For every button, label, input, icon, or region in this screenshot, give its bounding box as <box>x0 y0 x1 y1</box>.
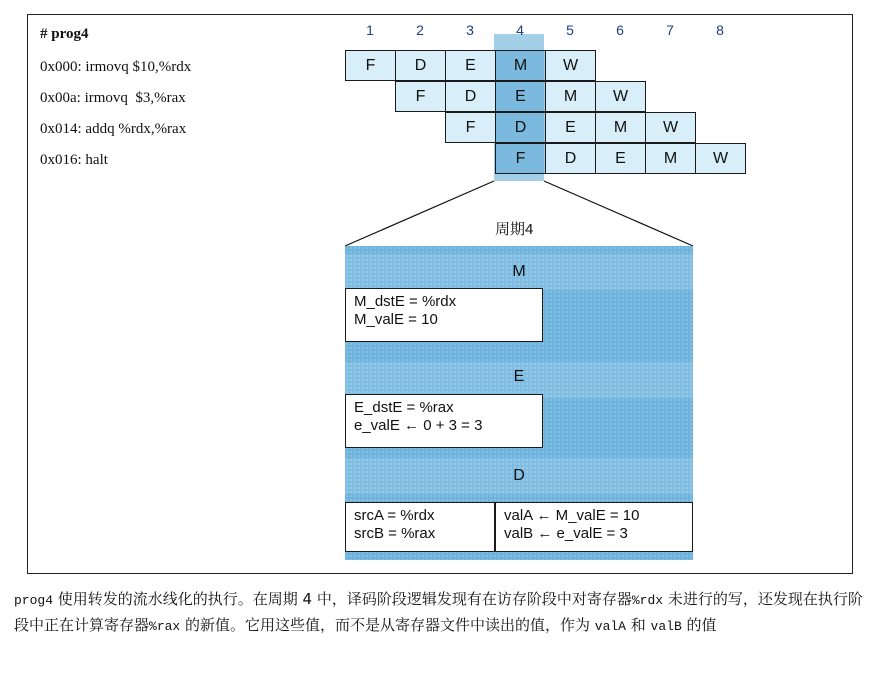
cycle-number: 3 <box>466 22 474 38</box>
pipeline-stage-cell: W <box>695 143 746 174</box>
pipeline-stage-cell: M <box>545 81 596 112</box>
program-line: 0x00a: irmovq $3,%rax <box>40 90 186 106</box>
figure-caption <box>14 587 874 639</box>
m-stage-label: M <box>512 263 526 280</box>
pipeline-stage-cell: E <box>595 143 646 174</box>
cycle-number: 1 <box>366 22 374 38</box>
pipeline-stage-cell: D <box>495 112 546 143</box>
d-stage-label: D <box>513 467 525 484</box>
caption-text: 的新值。它用这些值，而不是从寄存器文件中读出的值，作为 <box>180 616 595 634</box>
cycle-number: 8 <box>716 22 724 38</box>
pipeline-stage-cell: M <box>645 143 696 174</box>
pipeline-stage-cell: E <box>545 112 596 143</box>
caption-code: valB <box>650 619 682 634</box>
m-vale: M_valE = 10 <box>354 311 438 328</box>
cycle-number: 6 <box>616 22 624 38</box>
caption-code: %rax <box>149 619 181 634</box>
m-dste: M_dstE = %rdx <box>354 293 457 310</box>
pipeline-stage-cell: W <box>595 81 646 112</box>
cycle-detail-panel <box>345 246 693 560</box>
pipeline-stage-cell: D <box>395 50 446 81</box>
program-line: 0x000: irmovq $10,%rdx <box>40 59 192 75</box>
pipeline-stage-cell: W <box>645 112 696 143</box>
d-srca: srcA = %rdx <box>354 507 435 524</box>
cycle-number: 7 <box>666 22 674 38</box>
cycle-number: 4 <box>516 22 524 38</box>
caption-code: %rdx <box>631 593 664 608</box>
e-vale: e_valE ← 0 + 3 = 3 <box>354 417 483 434</box>
d-srcb: srcB = %rax <box>354 525 436 542</box>
cycle-number: 5 <box>566 22 574 38</box>
caption-code: valA <box>594 619 626 634</box>
pipeline-stage-cell: F <box>345 50 396 81</box>
cycle-label: 周期4 <box>495 221 534 238</box>
caption-text: 使用转发的流水线化的执行。在周期 4 中，译码阶段逻辑发现有在访存阶段中对寄存器 <box>53 590 632 608</box>
pipeline-stage-cell: D <box>445 81 496 112</box>
zoom-line-left <box>345 181 494 246</box>
pipeline-stage-cell: M <box>595 112 646 143</box>
m-register-box <box>345 288 543 342</box>
d-vala: valA ← M_valE = 10 <box>504 507 640 524</box>
caption-text: 和 <box>626 616 651 634</box>
pipeline-stage-cell: M <box>495 50 546 81</box>
d-valb: valB ← e_valE = 3 <box>504 525 628 542</box>
e-dste: E_dstE = %rax <box>354 399 454 416</box>
e-register-box <box>345 394 543 448</box>
cycle-number: 2 <box>416 22 424 38</box>
pipeline-stage-cell: E <box>445 50 496 81</box>
caption-text: 未进行的写，还发现在执行阶段中正在计算寄存器 <box>14 590 863 634</box>
pipeline-stage-cell: F <box>395 81 446 112</box>
pipeline-stage-cell: F <box>445 112 496 143</box>
pipeline-stage-cell: E <box>495 81 546 112</box>
d-val-box <box>495 502 693 552</box>
e-stage-label: E <box>513 368 525 385</box>
program-title: # prog4 <box>40 26 89 42</box>
program-line: 0x016: halt <box>40 152 108 168</box>
caption-text: 的值 <box>681 616 717 634</box>
pipeline-stage-cell: F <box>495 143 546 174</box>
program-line: 0x014: addq %rdx,%rax <box>40 121 187 137</box>
pipeline-stage-cell: D <box>545 143 596 174</box>
d-src-box <box>345 502 495 552</box>
caption-code: prog4 <box>14 593 54 608</box>
zoom-line-right <box>544 181 693 246</box>
pipeline-stage-cell: W <box>545 50 596 81</box>
